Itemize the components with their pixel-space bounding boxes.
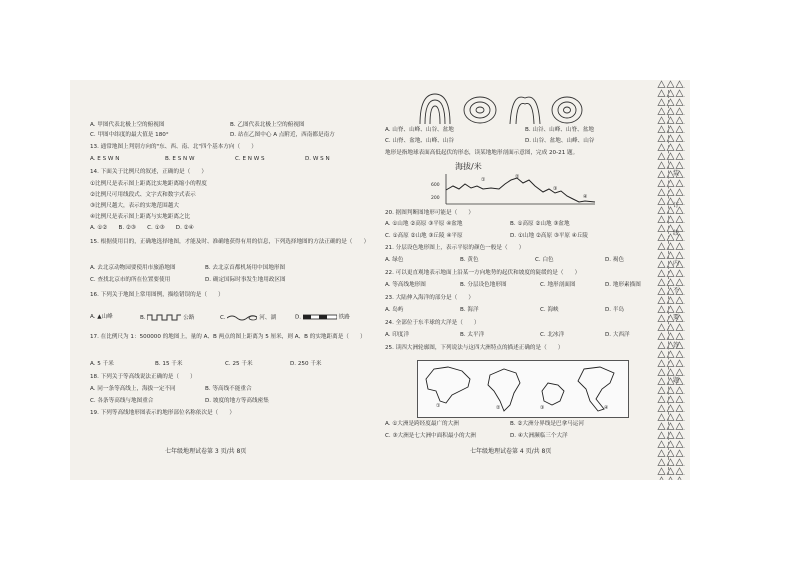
river-symbol-icon bbox=[227, 314, 257, 321]
q13-stem: 13. 通常地图上判别方向的"东、西、南、北"四个基本方向（ ） bbox=[90, 144, 257, 150]
profile-mark-3: ③ bbox=[553, 186, 558, 192]
q12-option-d: D. 站在乙图中心 A 点附近，西南都是南方 bbox=[230, 132, 335, 138]
legend-railway bbox=[295, 314, 350, 321]
contour-sketch-4 bbox=[552, 97, 582, 123]
continent-outline-1 bbox=[426, 367, 470, 403]
q19-option-b: B. 山谷、山峰、山脊、盆地 bbox=[525, 127, 594, 133]
q12-option-b: B. 乙图代表北极上空的俯视图 bbox=[230, 122, 305, 128]
q14-item-4: ④比例尺是表示图上距离与实地距离之比 bbox=[90, 214, 191, 220]
q22-option-b: B. 分层设色地形图 bbox=[460, 282, 507, 288]
contour-sketch-1 bbox=[420, 94, 450, 124]
contour-sketch-2 bbox=[464, 97, 496, 123]
q19-stem: 19. 下列等高线地形图表示的地形部位名称依次是（ ） bbox=[90, 410, 235, 416]
q13-option-d: D. W S N bbox=[305, 156, 330, 162]
continent-outline-4 bbox=[578, 367, 614, 411]
q20-option-b: B. ①高原 ②山地 ③盆地 bbox=[510, 221, 570, 227]
legend-road bbox=[140, 314, 194, 322]
q15-option-c: C. 查找北京市的所在位置要使用 bbox=[90, 277, 171, 283]
q18-option-a: A. 同一条等高线上，海拔一定不同 bbox=[90, 386, 176, 392]
binding-dashed-line bbox=[668, 90, 670, 475]
q13-option-b: B. E S N W bbox=[165, 156, 195, 162]
q18-option-b: B. 等高线不能重合 bbox=[205, 386, 252, 392]
continent-outlines bbox=[418, 361, 628, 417]
binding-word-4: 内 bbox=[673, 260, 680, 267]
profile-tick-200: 200 bbox=[431, 196, 440, 201]
q19-option-d: D. 山谷、盆地、山峰、山谷 bbox=[525, 138, 595, 144]
binding-word-7: 答 bbox=[673, 342, 680, 349]
legend-mountain: A. ▲山峰 bbox=[90, 314, 113, 320]
q12-option-c: C. 甲图中纬度的最大值是 180° bbox=[90, 132, 169, 138]
q14-stem: 14. 下面关于比例尺的叙述，正确的是（ ） bbox=[90, 169, 207, 175]
q22-option-a: A. 等高线地形图 bbox=[385, 282, 426, 288]
q12-option-a: A. 甲图代表北极上空的俯视图 bbox=[90, 122, 165, 128]
q24-option-b: B. 太平洋 bbox=[460, 332, 485, 338]
q15-option-b: B. 去北京首都机场用中国地形图 bbox=[205, 265, 286, 271]
q23-stem: 23. 大陆伸入海洋的部分是（ ） bbox=[385, 295, 474, 301]
legend-road-label: B. bbox=[140, 315, 146, 321]
railway-symbol-icon bbox=[303, 314, 337, 320]
exam-sheet bbox=[70, 80, 690, 480]
q17-option-b: B. 15 千米 bbox=[155, 361, 183, 367]
q21-option-a: A. 绿色 bbox=[385, 257, 404, 263]
map-mark-2: ② bbox=[496, 405, 501, 411]
profile-mark-4: ④ bbox=[583, 194, 588, 200]
terrain-profile-chart bbox=[445, 172, 595, 206]
q18-option-d: D. 坡度的地方等高线密集 bbox=[205, 398, 269, 404]
q23-option-d: D. 半岛 bbox=[605, 307, 625, 313]
profile-tick-600: 600 bbox=[431, 183, 440, 188]
left-page-footer: 七年级地理试卷第 3 页/共 8页 bbox=[165, 448, 247, 455]
q20-option-d: D. ①山地 ②高原 ③平原 ④丘陵 bbox=[510, 233, 589, 239]
q24-option-a: A. 印度洋 bbox=[385, 332, 410, 338]
q17-option-d: D. 250 千米 bbox=[290, 361, 322, 367]
q14-item-2: ②比例尺可用线段式、文字式和数字式表示 bbox=[90, 192, 196, 198]
continents-map bbox=[417, 360, 629, 418]
q21-option-c: C. 白色 bbox=[535, 257, 554, 263]
q17-option-a: A. 5 千米 bbox=[90, 361, 114, 367]
q15-option-a: A. 去北京动物园要使用市旅游地图 bbox=[90, 265, 176, 271]
binding-word-2: 订 bbox=[673, 202, 680, 209]
q23-option-b: B. 海洋 bbox=[460, 307, 479, 313]
q14-item-1: ①比例尺是表示图上距离比实地距离缩小的程度 bbox=[90, 181, 207, 187]
profile-mark-1: ① bbox=[481, 177, 486, 183]
legend-railway-text: 铁路 bbox=[338, 314, 350, 321]
legend-railway-label: D. bbox=[295, 314, 302, 321]
legend-river-label: C. bbox=[220, 315, 226, 321]
q18-option-c: C. 各条等高线与地图重合 bbox=[90, 398, 154, 404]
q16-stem: 16. 下列关于地图上常用图例，描绘错误的是（ ） bbox=[90, 292, 224, 298]
q20-stem: 20. 据图判断图地形可能是（ ） bbox=[385, 210, 474, 216]
map-mark-1: ① bbox=[436, 403, 441, 409]
q13-option-a: A. E S W N bbox=[90, 156, 120, 162]
contour-sketch-3 bbox=[510, 97, 540, 124]
continent-outline-2 bbox=[488, 369, 520, 411]
q24-option-d: D. 大西洋 bbox=[605, 332, 630, 338]
q24-stem: 24. 全部位于东半球的大洋是（ ） bbox=[385, 320, 480, 326]
q25-option-d: D. ④大洲濒临三个大洋 bbox=[510, 433, 568, 439]
binding-word-6: 要 bbox=[673, 314, 680, 321]
continent-outline-3 bbox=[542, 383, 564, 405]
q24-option-c: C. 北冰洋 bbox=[540, 332, 565, 338]
profile-intro: 地形是指地球表面高低起伏的形态，读某地地形剖面示意图，完成 20-21 题。 bbox=[385, 150, 579, 156]
q17-option-c: C. 25 千米 bbox=[225, 361, 253, 367]
contour-diagrams bbox=[415, 88, 585, 126]
right-page bbox=[375, 80, 680, 480]
q20-option-a: A. ①山地 ②高原 ③平原 ④盆地 bbox=[385, 221, 463, 227]
q13-option-c: C. E N W S bbox=[235, 156, 265, 162]
q19-option-a: A. 山脊、山峰、山谷、盆地 bbox=[385, 127, 454, 133]
legend-river bbox=[220, 314, 276, 322]
terrain-profile-line bbox=[446, 178, 595, 202]
q20-option-c: C. ①高原 ②山地 ③丘陵 ④平原 bbox=[385, 233, 463, 239]
q14-options: A. ①② B. ②③ C. ①③ D. ②④ bbox=[90, 225, 194, 231]
q25-option-c: C. ③大洲是七大洲中面积最小的大洲 bbox=[385, 433, 476, 439]
q15-stem: 15. 根据使用目的，正确地选择地图，才能及时、准确地获得有用的信息，下列选择地图的方法正确的是（ ） bbox=[90, 239, 370, 245]
q18-stem: 18. 下列关于等高线说法正确的是（ ） bbox=[90, 374, 196, 380]
q15-option-d: D. 确定国际时事发生地用政区图 bbox=[205, 277, 286, 283]
binding-word-8: 题 bbox=[673, 377, 680, 384]
profile-ylabel: 海拔/米 bbox=[455, 162, 482, 171]
q21-option-b: B. 黄色 bbox=[460, 257, 479, 263]
q17-stem: 17. 在比例尺为 1：500000 的地图上，量的 A、B 两点的图上距离为 5 厘米，则 A、B 的实地距离是（ ） bbox=[90, 334, 366, 340]
road-symbol-icon bbox=[147, 314, 181, 321]
binding-word-1: 装 bbox=[673, 170, 680, 177]
legend-road-text: 公路 bbox=[183, 315, 195, 321]
q25-option-b: B. ②大洲分界线是巴拿马运河 bbox=[510, 421, 584, 427]
q22-option-d: D. 地形素描图 bbox=[605, 282, 641, 288]
binding-word-3: 线 bbox=[673, 230, 680, 237]
binding-triangle-strip bbox=[657, 80, 685, 480]
map-mark-4: ④ bbox=[604, 405, 609, 411]
legend-river-text: 河、湖 bbox=[259, 315, 277, 321]
q21-stem: 21. 分层设色地形图上，表示平原的颜色一般是（ ） bbox=[385, 245, 525, 251]
q22-option-c: C. 地形剖面图 bbox=[540, 282, 576, 288]
q14-item-3: ③比例尺越大，表示的实地范围越大 bbox=[90, 203, 179, 209]
map-mark-3: ③ bbox=[540, 405, 545, 411]
right-page-footer: 七年级地理试卷第 4 页/共 8页 bbox=[470, 448, 552, 455]
q21-option-d: D. 褐色 bbox=[605, 257, 625, 263]
left-page bbox=[70, 80, 370, 480]
q22-stem: 22. 可以更直观地表示地面上沿某一方向地势的起伏和坡度的陡缓的是（ ） bbox=[385, 270, 581, 276]
profile-mark-2: ② bbox=[515, 174, 520, 180]
q23-option-a: A. 岛屿 bbox=[385, 307, 404, 313]
q23-option-c: C. 海峡 bbox=[540, 307, 559, 313]
binding-word-5: 不 bbox=[673, 287, 680, 294]
q25-option-a: A. ①大洲是跨经度最广的大洲 bbox=[385, 421, 459, 427]
q19-option-c: C. 山脊、盆地、山峰、山谷 bbox=[385, 138, 454, 144]
q25-stem: 25. 读四大洲轮廓图，下列说法与这四大洲特点的描述正确的是（ ） bbox=[385, 345, 564, 351]
